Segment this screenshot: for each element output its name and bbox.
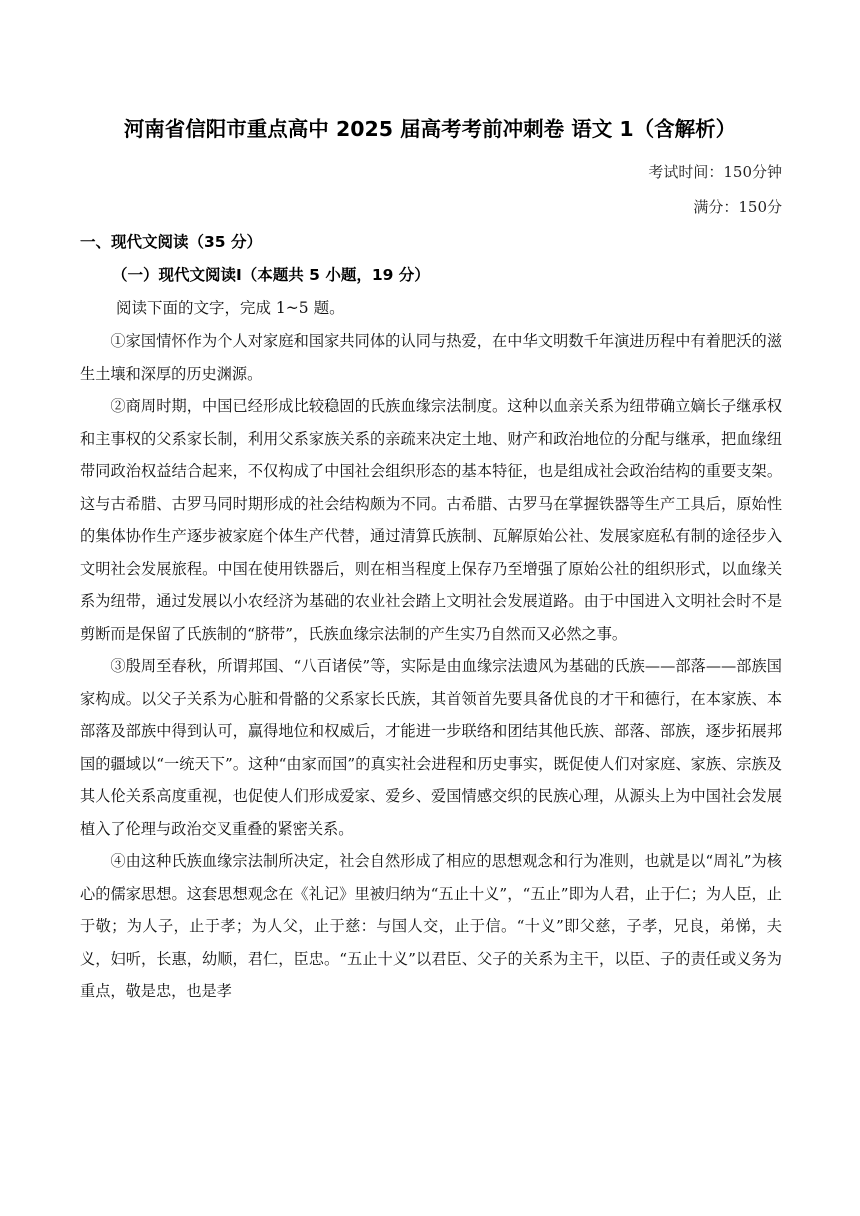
paragraph-1: ①家国情怀作为个人对家庭和国家共同体的认同与热爱，在中华文明数千年演进历程中有着肥沃的滋生土壤和深厚的历史渊源。	[80, 332, 782, 383]
exam-time: 考试时间：150分钟	[648, 163, 782, 181]
paragraph-3: ③殷周至春秋，所谓邦国、“八百诸侯”等，实际是由血缘宗法遗风为基础的氏族——部落——部族国家构成。以父子关系为心脏和骨骼的父系家长氏族，其首领首先要具备优良的才干和德行，在本家族、本部落及部族中得到认可，赢得地位和权威后，才能进一步联络和团结其他氏族、部落、部族，逐步拓展邦国的疆域以“一统天下”。这种“由家而国”的真实社会进程和历史事实，既促使人们对家庭、家族、宗族及其人伦关系高度重视，也促使人们形成爱家、爱乡、爱国情感交织的民族心理，从源头上为中国社会发展植入了伦理与政治交叉重叠的紧密关系。	[80, 657, 782, 838]
full-score: 满分：150分	[693, 198, 782, 216]
document-title: 河南省信阳市重点高中 2025 届高考考前冲刺卷 语文 1（含解析）	[123, 117, 737, 141]
section-heading: 一、现代文阅读（35 分）	[80, 233, 262, 251]
subsection-heading: （一）现代文阅读Ⅰ（本题共 5 小题，19 分）	[112, 266, 430, 284]
reading-instruction: 阅读下面的文字，完成 1~5 题。	[116, 299, 345, 317]
paragraph-4: ④由这种氏族血缘宗法制所决定，社会自然形成了相应的思想观念和行为准则，也就是以“周礼”为核心的儒家思想。这套思想观念在《礼记》里被归纳为“五止十义”，“五止”即为人君，止于仁；为人臣，止于敬；为人子，止于孝；为人父，止于慈：与国人交，止于信。“十义”即父慈，子孝，兄良，弟悌，夫义，妇听，长惠，幼顺，君仁，臣忠。“五止十义”以君臣、父子的关系为主干，以臣、子的责任或义务为重点，敬是忠，也是孝	[80, 852, 782, 1000]
paragraph-2: ②商周时期，中国已经形成比较稳固的氏族血缘宗法制度。这种以血亲关系为纽带确立嫡长子继承权和主事权的父系家长制，利用父系家族关系的亲疏来决定土地、财产和政治地位的分配与继承，把血缘纽带同政治权益结合起来，不仅构成了中国社会组织形态的基本特征，也是组成社会政治结构的重要支架。这与古希腊、古罗马同时期形成的社会结构颇为不同。古希腊、古罗马在掌握铁器等生产工具后，原始性的集体协作生产逐步被家庭个体生产代替，通过清算氏族制、瓦解原始公社、发展家庭私有制的途径步入文明社会发展旅程。中国在使用铁器后，则在相当程度上保存乃至增强了原始公社的组织形式，以血缘关系为纽带，通过发展以小农经济为基础的农业社会踏上文明社会发展道路。由于中国进入文明社会时不是剪断而是保留了氏族制的“脐带”，氏族血缘宗法制的产生实乃自然而又必然之事。	[80, 397, 782, 643]
passage-body	[80, 325, 782, 1008]
